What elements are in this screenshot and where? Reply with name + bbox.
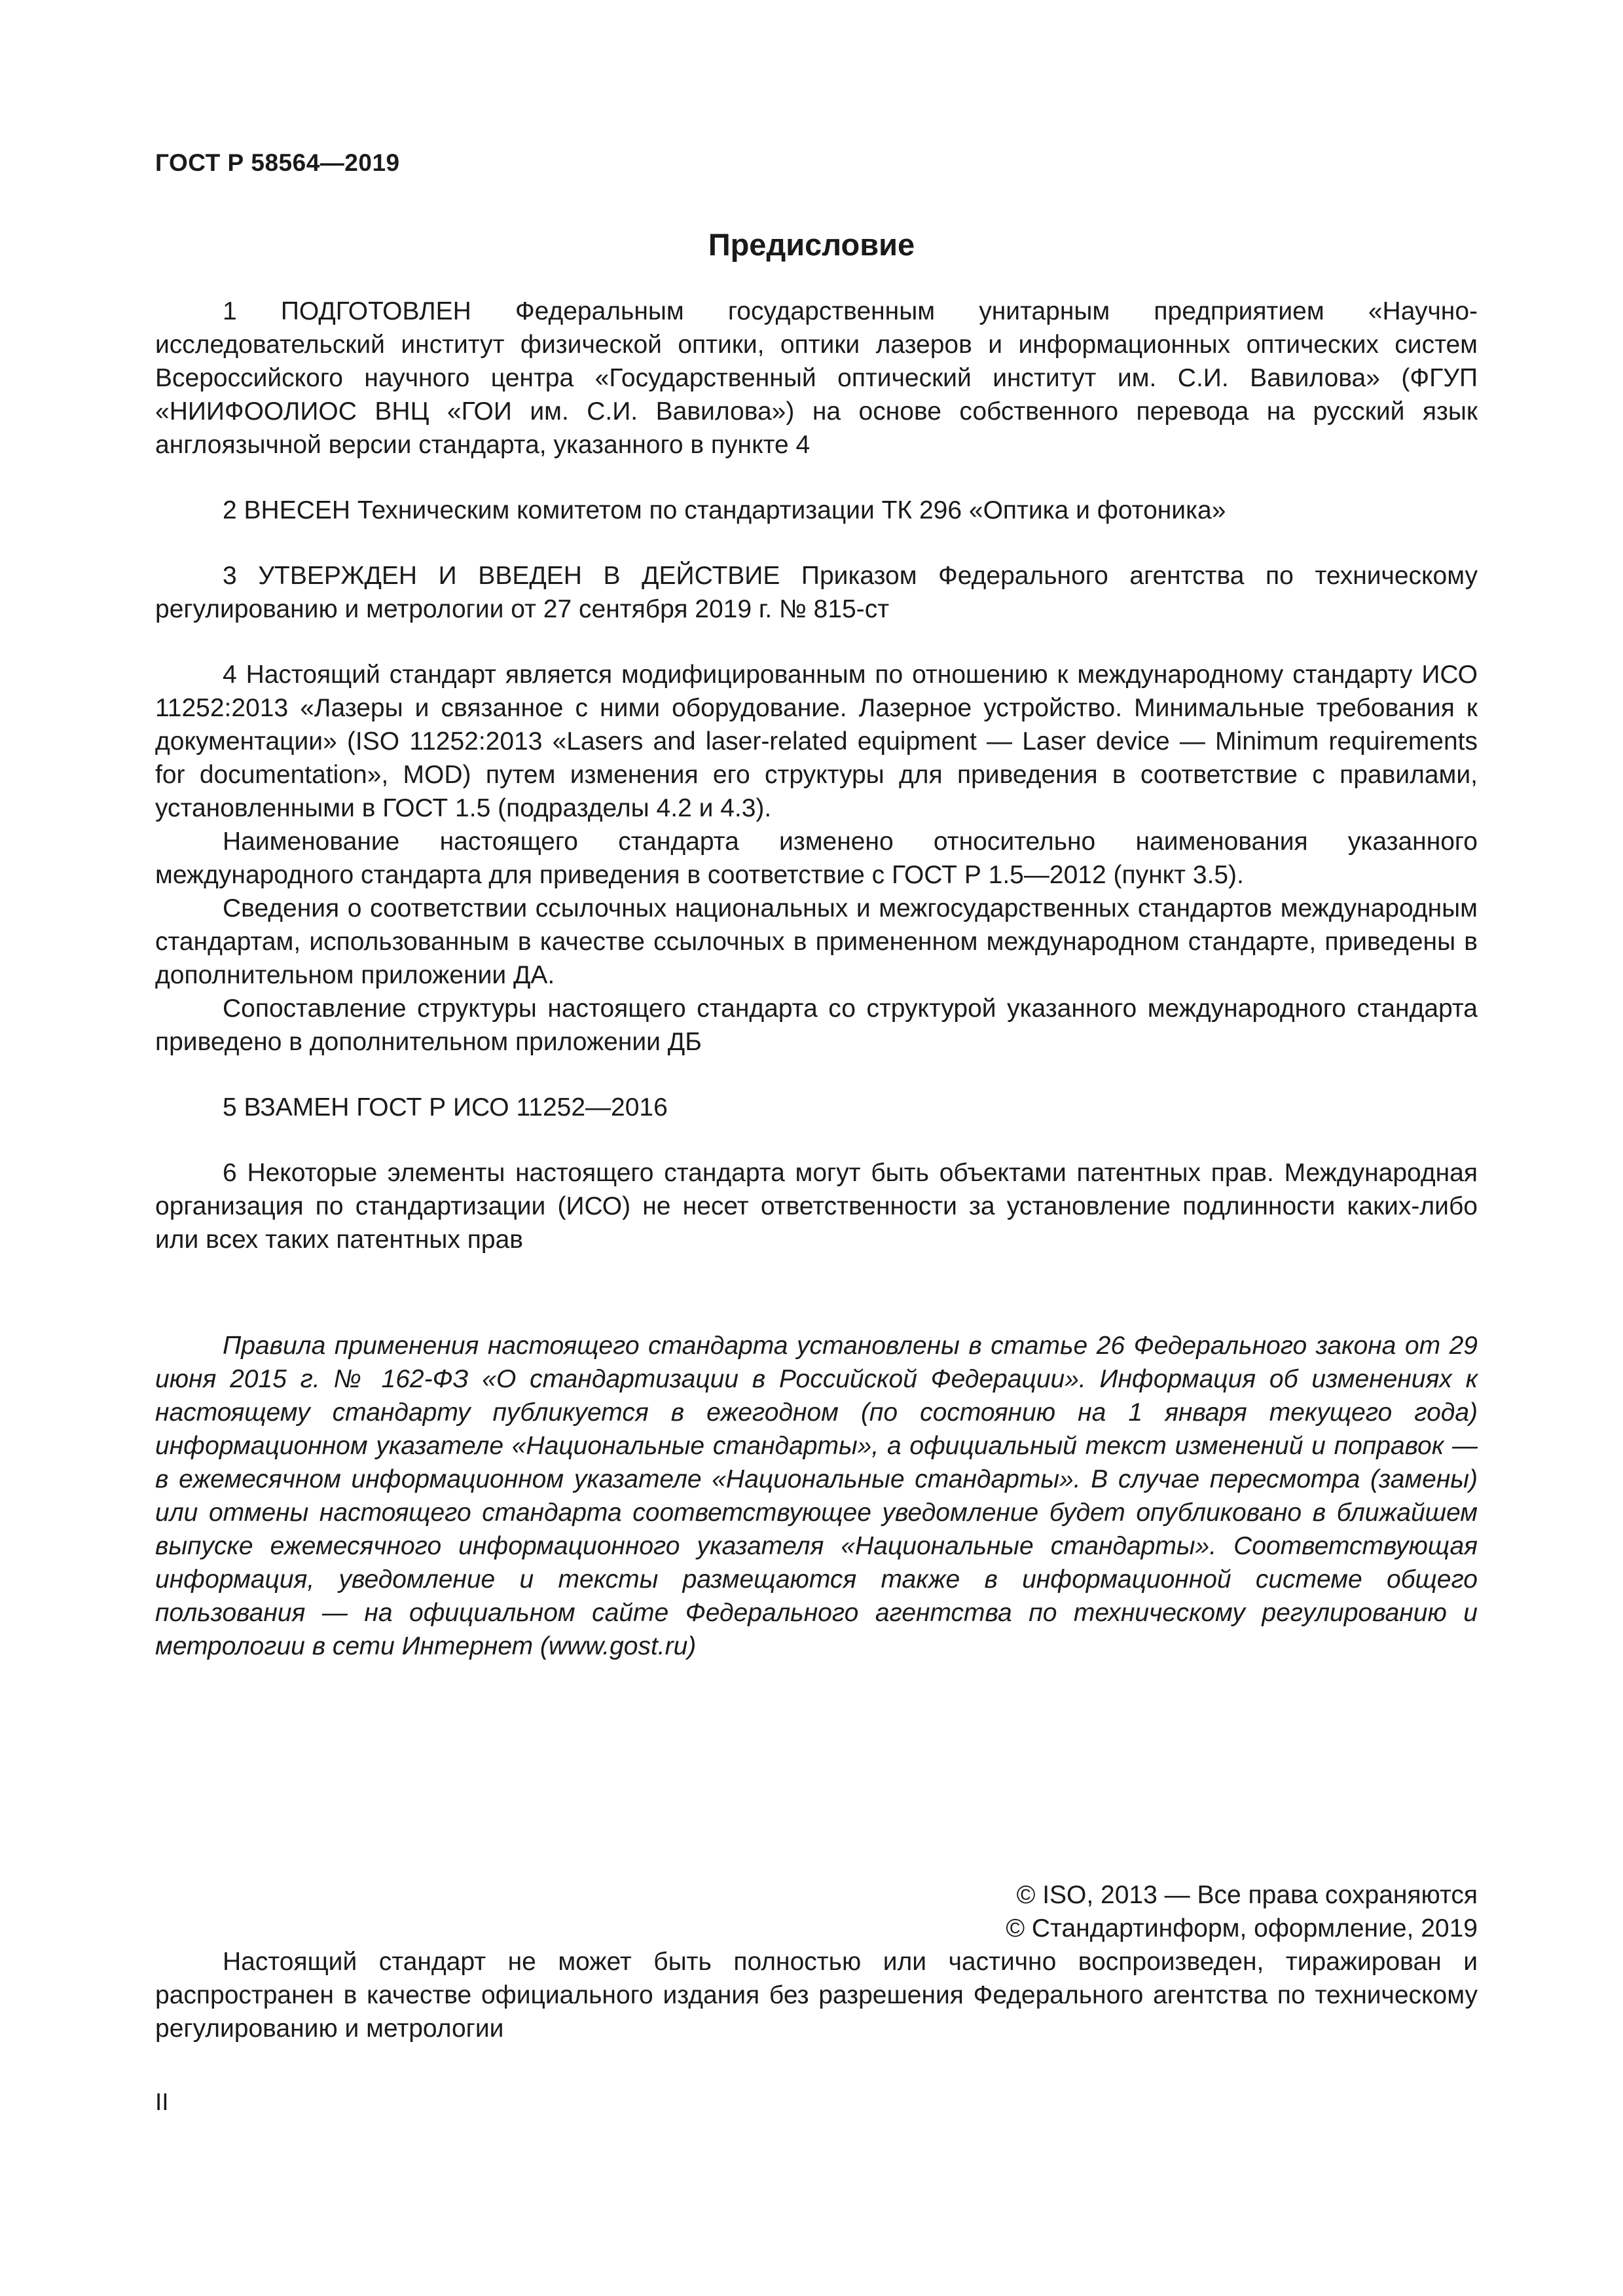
page-number: II xyxy=(155,2088,169,2115)
foreword-item-6 xyxy=(155,1156,1478,1256)
paragraph: 5 ВЗАМЕН ГОСТ Р ИСО 11252—2016 xyxy=(223,1093,668,1121)
paragraph: 6 Некоторые элементы настоящего стандарта могут быть объектами патентных прав. Международная организация по стандартизации (ИСО) не несет ответственности за установление подлинности каких-либо или всех таких патентных прав xyxy=(155,1159,1478,1254)
foreword-body xyxy=(155,295,1478,1288)
foreword-item-2 xyxy=(155,494,1478,527)
paragraph: 1 ПОДГОТОВЛЕН Федеральным государственным унитарным предприятием «Научно-исследовательский институт физической оптики, оптики лазеров и информационных оптических систем Всероссийского научного центра «Государственный оптический институт им. С.И. Вавилова» (ФГУП «НИИФООЛИОС ВНЦ «ГОИ им. С.И. Вавилова») на основе собственного перевода на русский язык англоязычной версии стандарта, указанного в пункте 4 xyxy=(155,297,1478,459)
foreword-item-1 xyxy=(155,295,1478,462)
iso-copyright: © ISO, 2013 — Все права сохраняются xyxy=(1016,1881,1478,1909)
foreword-item-5 xyxy=(155,1091,1478,1124)
page-title: Предисловие xyxy=(708,227,915,262)
foreword-item-3 xyxy=(155,559,1478,626)
reproduction-notice: Настоящий стандарт не может быть полностью или частично воспроизведен, тиражирован и распространен в качестве официального издания без разрешения Федерального агентства по техническому регулированию и метрологии xyxy=(155,1948,1478,2043)
paragraph: 3 УТВЕРЖДЕН И ВВЕДЕН В ДЕЙСТВИЕ Приказом Федерального агентства по техническому регулированию и метрологии от 27 сентября 2019 г. № 815-ст xyxy=(155,562,1478,623)
paragraph: Наименование настоящего стандарта изменено относительно наименования указанного международного стандарта для приведения в соответствие с ГОСТ Р 1.5—2012 (пункт 3.5). xyxy=(155,828,1478,889)
publisher-copyright: © Стандартинформ, оформление, 2019 xyxy=(1006,1914,1478,1942)
foreword-item-4 xyxy=(155,658,1478,1059)
paragraph: 2 ВНЕСЕН Техническим комитетом по стандартизации ТК 296 «Оптика и фотоника» xyxy=(223,496,1226,524)
document-code: ГОСТ Р 58564—2019 xyxy=(155,149,400,176)
application-rules-notice: Правила применения настоящего стандарта установлены в статье 26 Федерального закона от 29 июня 2015 г. № 162-ФЗ «О стандартизации в Российской Федерации». Информация об изменениях к настоящему стандарту публикуется в ежегодном (по состоянию на 1 января текущего года) информационном указателе «Национальные стандарты», а официальный текст изменений и поправок — в ежемесячном информационном указателе «Национальные стандарты». В случае пересмотра (замены) или отмены настоящего стандарта соответствующее уведомление будет опубликовано в ближайшем выпуске ежемесячного информационного указателя «Национальные стандарты». Соответствующая информация, уведомление и тексты размещаются также в информационной системе общего пользования — на официальном сайте Федерального агентства по техническому регулированию и метрологии в сети Интернет (www.gost.ru) xyxy=(155,1332,1478,1660)
paragraph: Сведения о соответствии ссылочных национальных и межгосударственных стандартов международным стандартам, использованным в качестве ссылочных в примененном международном стандарте, приведены в дополнительном приложении ДА. xyxy=(155,894,1478,989)
paragraph: 4 Настоящий стандарт является модифицированным по отношению к международному стандарту ИСО 11252:2013 «Лазеры и связанное с ними оборудование. Лазерное устройство. Минимальные требования к документации» (ISO 11252:2013 «Lasers and laser-related equipment — Laser device — Minimum requirements for documentation», MOD) путем изменения его структуры для приведения в соответствие с правилами, установленными в ГОСТ 1.5 (подразделы 4.2 и 4.3). xyxy=(155,661,1478,822)
copyright-block xyxy=(1006,1878,1478,1945)
paragraph: Сопоставление структуры настоящего стандарта со структурой указанного международного стандарта приведено в дополнительном приложении ДБ xyxy=(155,994,1478,1056)
